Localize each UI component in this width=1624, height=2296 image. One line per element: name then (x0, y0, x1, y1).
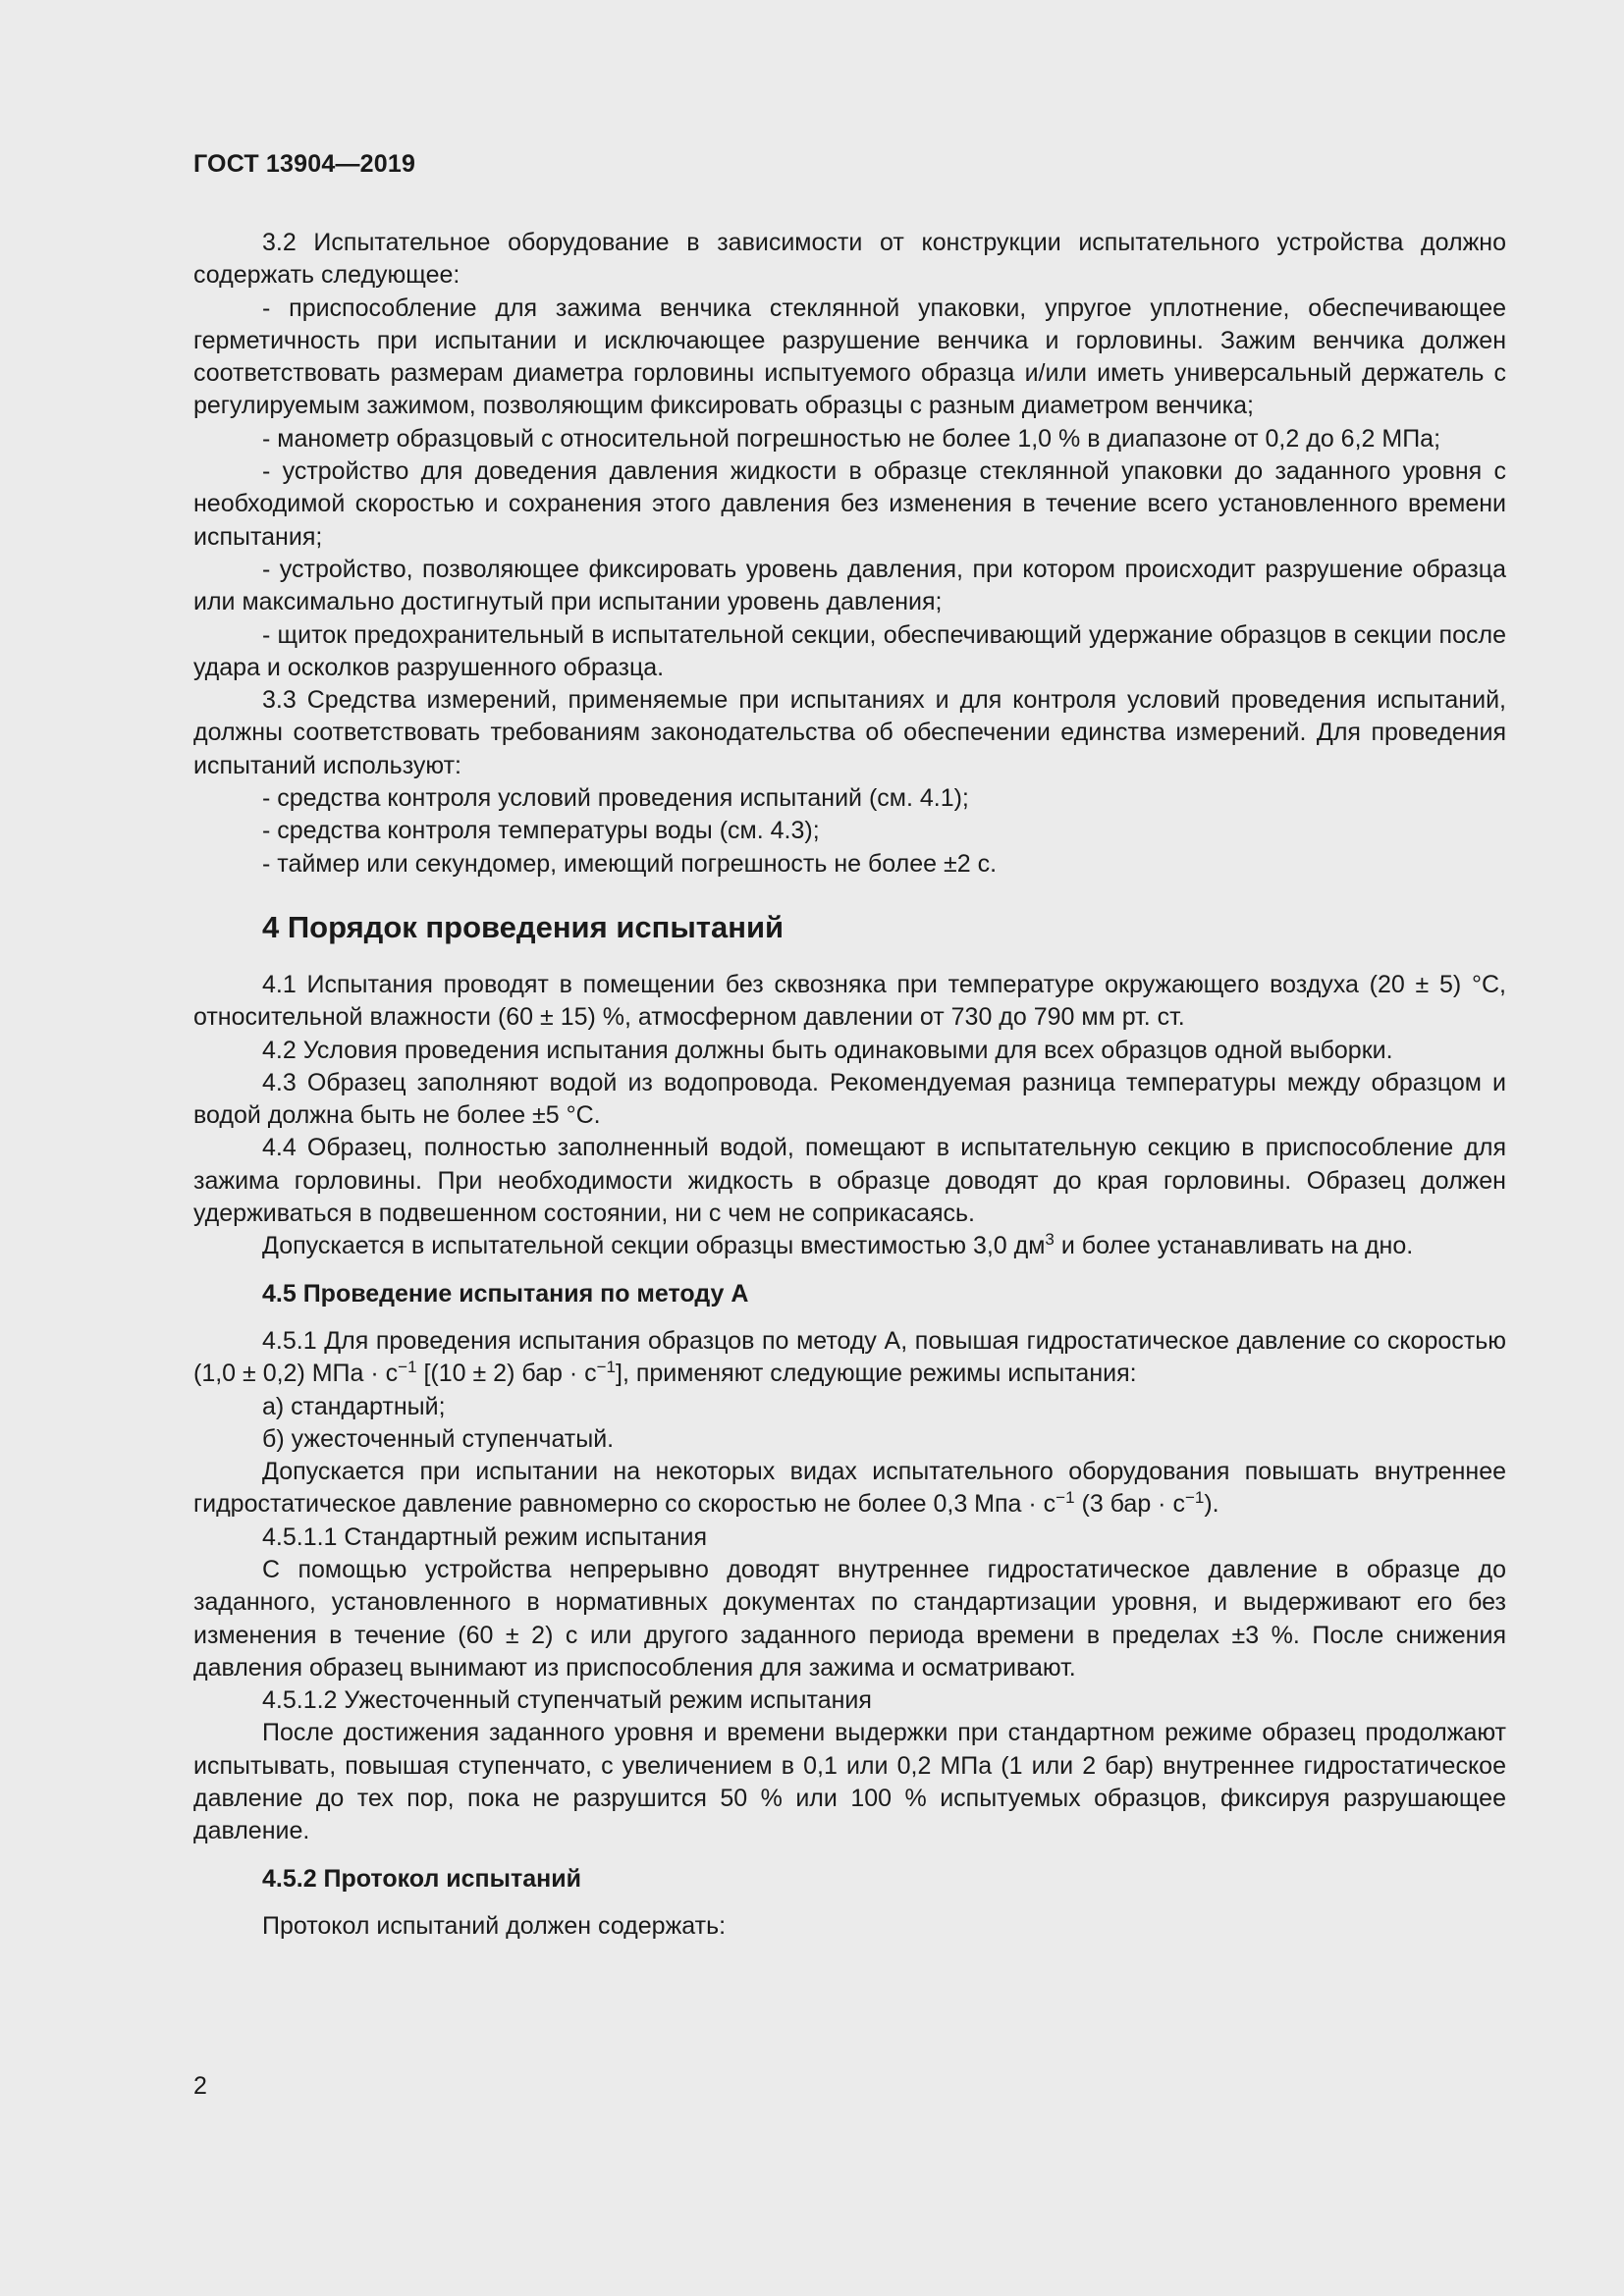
paragraph-3-2-item-2: - манометр образцовый с относительной погрешностью не более 1,0 % в диапазоне от 0,2 до 6,2 МПа; (262, 424, 1441, 453)
text-span: и более устанавливать на дно. (1054, 1232, 1414, 1260)
paragraph-3-3: 3.3 Средства измерений, применяемые при испытаниях и для контроля условий проведения испытаний, должны соответствовать требованиям законодательства об обеспечении единства измерений. Для проведения испытаний используют: (193, 686, 1506, 779)
superscript: 3 (1045, 1230, 1055, 1250)
superscript: −1 (1056, 1488, 1075, 1508)
paragraph-3-2-item-4: - устройство, позволяющее фиксировать уровень давления, при котором происходит разрушение образца или максимально достигнутый при испытании уровень давления; (193, 555, 1506, 616)
document-header: ГОСТ 13904—2019 (193, 150, 416, 178)
list-item-3-3-3: - таймер или секундомер, имеющий погрешность не более ±2 с. (262, 849, 998, 878)
paragraph-3-2-item-5: - щиток предохранительный в испытательной секции, обеспечивающий удержание образцов в секции после удара и осколков разрушенного образца. (193, 620, 1506, 681)
section-4-5-heading: 4.5 Проведение испытания по методу А (262, 1279, 749, 1308)
document-page (193, 147, 1506, 1943)
superscript: −1 (596, 1358, 617, 1377)
text-span: Допускается в испытательной секции образцы вместимостью 3,0 дм (262, 1232, 1046, 1260)
mode-item-a: а) стандартный; (262, 1392, 446, 1420)
text-span: 4.5.1 Для проведения испытания образцов по методу А, повышая гидростатическое давление со скоростью (1,0 ± 0,2) МПа · с (193, 1326, 1506, 1388)
section-4-5-2-heading: 4.5.2 Протокол испытаний (262, 1864, 581, 1893)
text-span: ], применяют следующие режимы испытания: (616, 1360, 1137, 1388)
text-span: (3 бар · с (1074, 1490, 1185, 1519)
subheading-4-5-1-1: 4.5.1.1 Стандартный режим испытания (262, 1522, 708, 1551)
paragraph-4-3: 4.3 Образец заполняют водой из водопровода. Рекомендуемая разница температуры между образцом и водой должна быть не более ±5 °С. (193, 1068, 1506, 1130)
text-span: [(10 ± 2) бар · с (416, 1360, 597, 1388)
paragraph-3-2: 3.2 Испытательное оборудование в зависимости от конструкции испытательного устройства должно содержать следующее: (193, 229, 1506, 290)
paragraph-4-1: 4.1 Испытания проводят в помещении без сквозняка при температуре окружающего воздуха (20 ± 5) °С, относительной влажности (60 ± 15) %, атмосферном давлении от 730 до 790 мм рт. ст. (193, 970, 1506, 1032)
paragraph-4-5-1-1: С помощью устройства непрерывно доводят внутреннее гидростатическое давление в образце до заданного, установленного в нормативных документах по стандартизации уровня, и выдерживают его без изменения в течение (60 ± 2) с или другого заданного периода времени в пределах ±3 %. После снижения давления образец вынимают из приспособления для зажима и осматривают. (193, 1555, 1506, 1682)
text-span: ). (1204, 1490, 1219, 1519)
list-item-3-3-1: - средства контроля условий проведения испытаний (см. 4.1); (262, 784, 969, 813)
paragraph-3-2-item-1: - приспособление для зажима венчика стеклянной упаковки, упругое уплотнение, обеспечивающее герметичность при испытании и исключающее разрушение венчика и горловины. Зажим венчика должен соответствовать размерам диаметра горловины испытуемого образца и/или иметь универсальный держатель с регулируемым зажимом, позволяющим фиксировать образцы с разным диаметром венчика; (193, 294, 1506, 420)
paragraph-4-4: 4.4 Образец, полностью заполненный водой, помещают в испытательную секцию в приспособление для зажима горловины. При необходимости жидкость в образце доводят до края горловины. Образец должен удерживаться в подвешенном состоянии, ни с чем не соприкасаясь. (193, 1134, 1506, 1228)
paragraph-4-5-1-2: После достижения заданного уровня и времени выдержки при стандартном режиме образец продолжают испытывать, повышая ступенчато, с увеличением в 0,1 или 0,2 МПа (1 или 2 бар) внутреннее гидростатическое давление до тех пор, пока не разрушится 50 % или 100 % испытуемых образцов, фиксируя разрушающее давление. (193, 1719, 1506, 1845)
paragraph-4-5-1 (193, 1325, 1506, 1391)
mode-item-b: б) ужесточенный ступенчатый. (262, 1424, 615, 1453)
paragraph-protocol: Протокол испытаний должен содержать: (262, 1911, 727, 1940)
superscript: −1 (1184, 1488, 1205, 1508)
paragraph-4-2: 4.2 Условия проведения испытания должны быть одинаковыми для всех образцов одной выборки. (262, 1036, 1393, 1064)
paragraph-3-2-item-3: - устройство для доведения давления жидкости в образце стеклянной упаковки до заданного уровня с необходимой скоростью и сохранения этого давления без изменения в течение всего установленного времени испытания; (193, 457, 1506, 551)
superscript: −1 (398, 1358, 417, 1377)
subheading-4-5-1-2: 4.5.1.2 Ужесточенный ступенчатый режим испытания (262, 1686, 872, 1715)
paragraph-uniform-pressure (193, 1456, 1506, 1522)
text-span: Допускается при испытании на некоторых видах испытательного оборудования повышать внутреннее гидростатическое давление равномерно со скоростью не более 0,3 Мпа · с (193, 1458, 1506, 1519)
section-4-heading: 4 Порядок проведения испытаний (262, 909, 785, 944)
page-number: 2 (193, 2072, 207, 2100)
paragraph-4-4-tolerance (193, 1230, 1506, 1262)
list-item-3-3-2: - средства контроля температуры воды (см. 4.3); (262, 817, 820, 845)
